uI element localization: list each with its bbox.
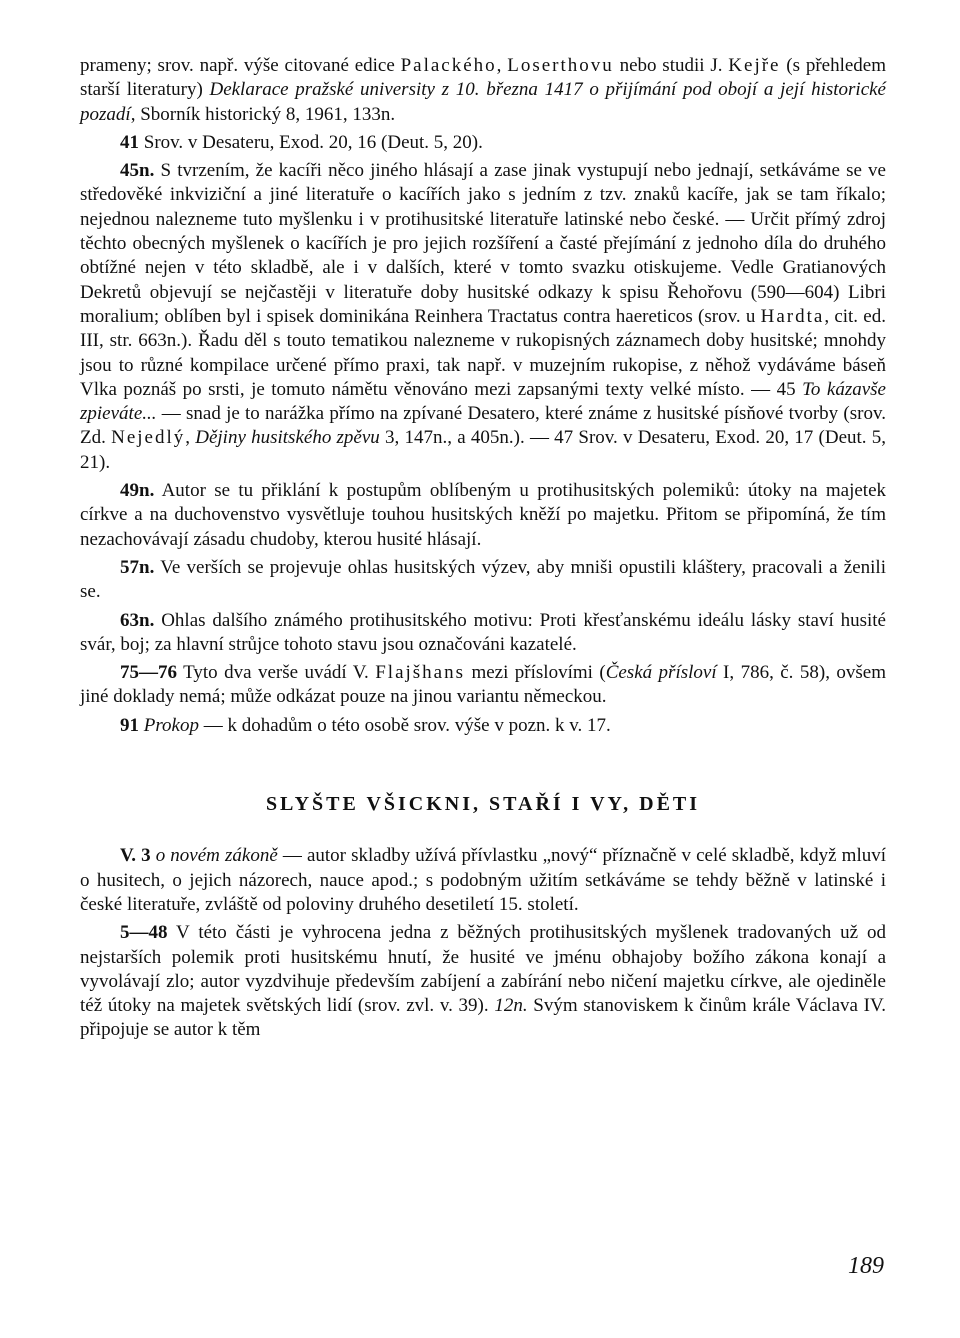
note-number: 45n. [120,160,155,182]
author-name: Hardta [760,305,825,327]
text-run: (s přehledem starší literatury) [80,55,887,101]
note-number: 75—76 [120,662,177,684]
note-text: — autor skladby užívá přívlastku „nový“ příznačně v celé skladbě, když mluví o husitech, o jejich názorech, nauce apod.; s podobným užitím setkáváme se tehdy běžně v latinské i české literatuře, zvláště od poloviny druhého desetiletí 15. století. [80,845,887,915]
note-number: 91 [120,714,139,736]
note-63 [80,609,886,658]
note-v3 [80,844,886,917]
note-91 [80,714,886,738]
continuation-paragraph [80,54,886,127]
note-text: 3, 147n., a 405n.). — 47 Srov. v Desateru, Exod. 20, 17 (Deut. 5, 21). [80,427,887,473]
note-text: , cit. ed. III, str. 663n.). Řadu děl s touto tematikou nalezneme v rukopisných záznamech doby husitské; mnohdy jsou to různé kompilace určené přímo praxi, tak např. v muzejním rukopise, z něhož vydáváme báseň Vlka poznáš po srsti, je tomuto námětu věnováno mezi zapsanými texty velké místo. — 45 [80,305,886,400]
note-57 [80,556,886,605]
text-run: nebo studii J. [613,55,729,76]
note-text: V této části je vyhrocena jedna z běžných protihusitských myšlenek tradovaných už od nejstarších polemik proti husitskému hnutí, že husité ve jménu obhajoby božího zákona konají a vyvolávají zlo; autor vyzdvihuje především zabíjení a zabírání nebo ničení majetku církve, ale ojediněle též útoky na majetek světských lidí (srov. zvl. v. 39). [80,922,886,1017]
note-text: S tvrzením, že kacíři něco jiného hlásají a zase jinak vystupují nebo jednají, setkáváme se ve středověké inkviziční a jiné literatuře o kacířích jako s jedním z tzv. znaků kacíře, jak se tam říkalo; nejednou nalezneme tuto myšlenku i v protihusitské literatuře latinské nebo české. — Určit přímý zdroj těchto obecných myšlenek o kacířích je pro jejich rozšíření a časté přejímání z jednoho díla do druhého obtížné nejen v této skladbě, ale i v dalších, které v tomto svazku otiskujeme. Vedle Gratianových Dekretů objevují se nejčastěji v literatuře doby husitské odkazy k spisu Řehořovu (590—604) Libri moralium; oblíben byl i spisek dominikána Reinhera Tractatus contra haereticos (srov. u [80,160,886,327]
work-title: Dějiny husitského zpěvu [195,427,380,449]
quoted-verse: Prokop [143,714,199,736]
note-number: 63n. [120,609,155,631]
note-number: 57n. [120,556,155,578]
note-text: Autor se tu přiklání k postupům oblíbeným u protihusitských polemiků: útoky na majetek církve a na duchovenstvo vysvětluje touhou husitských kněží po majetku. Přitom se připomíná, že tím nezachovávají zásadu chudoby, kterou husité hlásají. [80,480,886,550]
author-name: Palackého [400,55,497,76]
note-41 [80,131,886,155]
text-run: prameny; srov. např. výše citované edice [80,55,401,76]
note-number: 49n. [120,480,155,502]
verse-reference: 12n. [494,995,528,1017]
note-number: 41 [120,131,139,153]
note-75-76 [80,661,886,710]
author-name: Flajšhans [375,662,466,684]
author-name: Loserthovu [507,55,614,76]
note-45 [80,159,886,475]
note-text: Ohlas dalšího známého protihusitského motivu: Proti křesťanskému ideálu lásky staví husité svár, boj; za hlavní strůjce tohoto stavu jsou označováni kazatelé. [80,609,886,655]
note-5-48 [80,921,886,1042]
quoted-verse: To kázavše zpieváte... [80,378,886,425]
note-text: Ve verších se projevuje ohlas husitských výzev, aby mniši opustili kláštery, pracovali a ženili se. [80,556,886,603]
note-text: Tyto dva verše uvádí V. [177,662,376,684]
quoted-verse: o novém zákoně [155,845,278,867]
work-title: Česká přísloví [605,662,717,684]
note-number: 5—48 [120,922,168,944]
page-number: 189 [848,1253,884,1279]
note-49 [80,479,886,552]
author-name: Kejře [728,55,781,76]
note-number: V. 3 [120,845,151,867]
section-title: SLYŠTE VŠICKNI, STAŘÍ I VY, DĚTI [265,793,701,816]
note-text: Srov. v Desateru, Exod. 20, 16 (Deut. 5, 20). [139,131,483,153]
note-text: Svým stanoviskem k činům krále Václava IV. připojuje se autor k těm [80,995,886,1041]
text-run: , [496,55,508,76]
note-text: — k dohadům o této osobě srov. výše v pozn. k v. 17. [198,714,611,736]
note-text: I, 786, č. 58), ovšem jiné doklady nemá; může odkázat pouze na jinou variantu německou. [80,662,886,708]
work-title: Deklarace pražské university z 10. března 1417 o přijímání pod obojí a její historické pozadí [80,79,886,125]
page-body [80,54,886,1047]
note-text: , [185,427,196,449]
author-name: Nejedlý [111,427,186,449]
note-text: — snad je to narážka přímo na zpívané Desatero, které známe z husitské písňové tvorby (srov. Zd. [80,403,886,449]
text-run: , Sborník historický 8, 1961, 133n. [130,103,396,125]
note-text: mezi příslovími ( [465,662,606,684]
